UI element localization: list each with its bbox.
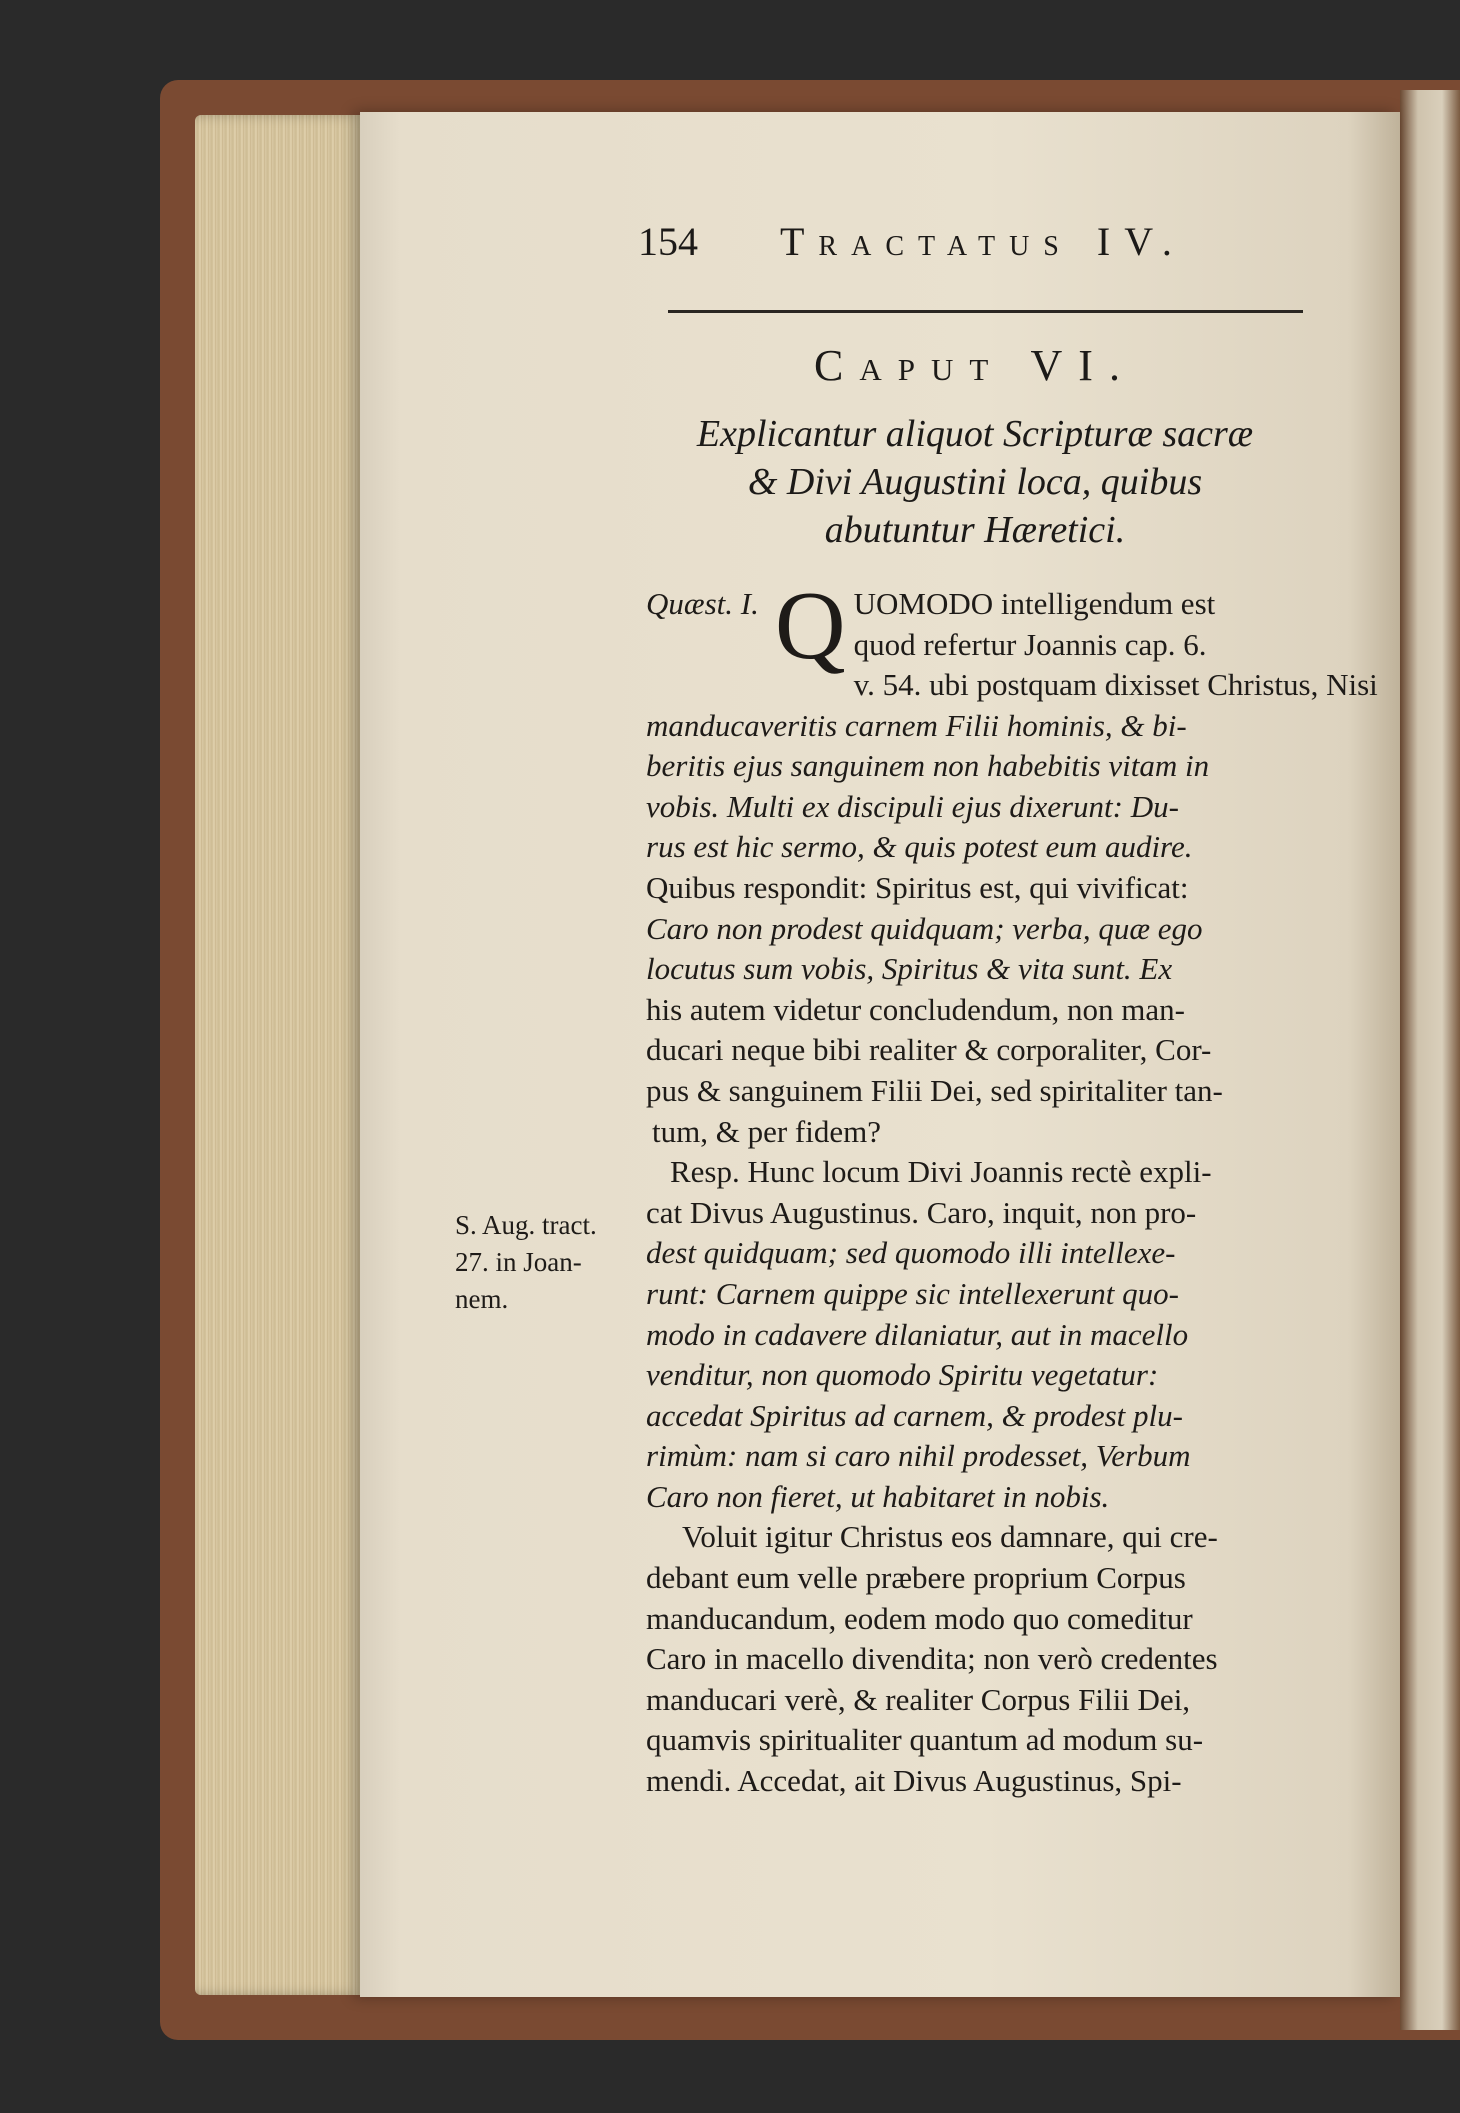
margin-note-line: 27. in Joan- [455,1247,582,1277]
running-title: Tractatus IV. [780,219,1186,264]
text-line: venditur, non quomodo Spiritu vegetatur: [646,1357,1159,1393]
drop-cap: Q [774,572,846,680]
margin-note-line: S. Aug. tract. [455,1210,597,1240]
question-opening [646,572,1318,680]
running-head [630,218,1310,268]
header-rule [668,310,1303,313]
text-line: Caro non fieret, ut habitaret in nobis. [646,1478,1110,1514]
text-line: locutus sum vobis, Spiritus & vita sunt. Ex [646,951,1173,987]
text-line: debant eum velle præbere proprium Corpus [646,1560,1186,1596]
chapter-subtitle [620,410,1330,554]
text-line: rus est hic sermo, & quis potest eum audire. [646,829,1193,865]
page-number: 154 [638,219,698,264]
text-line: UOMODO intelligendum est [853,586,1216,621]
chapter-title: Caput VI. [814,341,1136,390]
margin-note-line: nem. [455,1284,509,1314]
text-line: quod refertur Joannis cap. 6. [853,626,1207,662]
text-line: runt: Carnem quippe sic intellexerunt quo- [646,1275,1179,1311]
text-line: modo in cadavere dilaniatur, aut in macello [646,1316,1189,1352]
text-line: beritis ejus sanguinem non habebitis vitam in [646,748,1210,784]
text-line: dest quidquam; sed quomodo illi intellexe- [646,1235,1176,1271]
text-line: mendi. Accedat, ait Divus Augustinus, Spi- [646,1763,1182,1799]
text-line: Caro in macello divendita; non verò credentes [646,1641,1218,1677]
text-line: Caro non prodest quidquam; verba, quæ ego [646,910,1203,946]
question-label: Quæst. I. [646,586,759,621]
text-line: Quibus respondit: Spiritus est, qui vivificat: [646,869,1189,905]
page-edges [195,115,385,1995]
text-line: manducandum, eodem modo quo comeditur [646,1600,1193,1636]
text-line: v. 54. ubi postquam dixisset Christus, Nisi [853,667,1378,702]
response-text [646,1152,1318,1517]
text-line: tum, & per fidem? [652,1113,881,1149]
facing-page-edge [1400,90,1460,2030]
paragraph-text [646,1517,1318,1801]
text-line: pus & sanguinem Filii Dei, sed spiritaliter tan- [646,1072,1223,1108]
text-line: his autem videtur concludendum, non man- [646,991,1185,1027]
subtitle-line: & Divi Augustini loca, quibus [747,461,1203,503]
text-body [646,572,1378,1802]
text-line: Voluit igitur Christus eos damnare, qui cre- [682,1519,1218,1555]
text-line: manducaveritis carnem Filii hominis, & bi- [646,707,1187,743]
question-text [646,665,1378,1152]
subtitle-line: abutuntur Hæretici. [824,509,1126,551]
text-line: rimùm: nam si caro nihil prodesset, Verbum [646,1438,1191,1474]
text-line: Resp. Hunc locum Divi Joannis rectè expli- [670,1154,1212,1190]
subtitle-line: Explicantur aliquot Scripturæ sacræ [696,413,1254,455]
text-line: quamvis spiritualiter quantum ad modum su- [646,1722,1204,1758]
margin-note [455,1207,615,1318]
text-line: ducari neque bibi realiter & corporaliter, Cor- [646,1032,1212,1068]
text-line: vobis. Multi ex discipuli ejus dixerunt: Du- [646,788,1179,824]
text-line: accedat Spiritus ad carnem, & prodest plu- [646,1397,1183,1433]
text-line: manducari verè, & realiter Corpus Filii Dei, [646,1681,1191,1717]
text-line: cat Divus Augustinus. Caro, inquit, non pro- [646,1194,1197,1230]
